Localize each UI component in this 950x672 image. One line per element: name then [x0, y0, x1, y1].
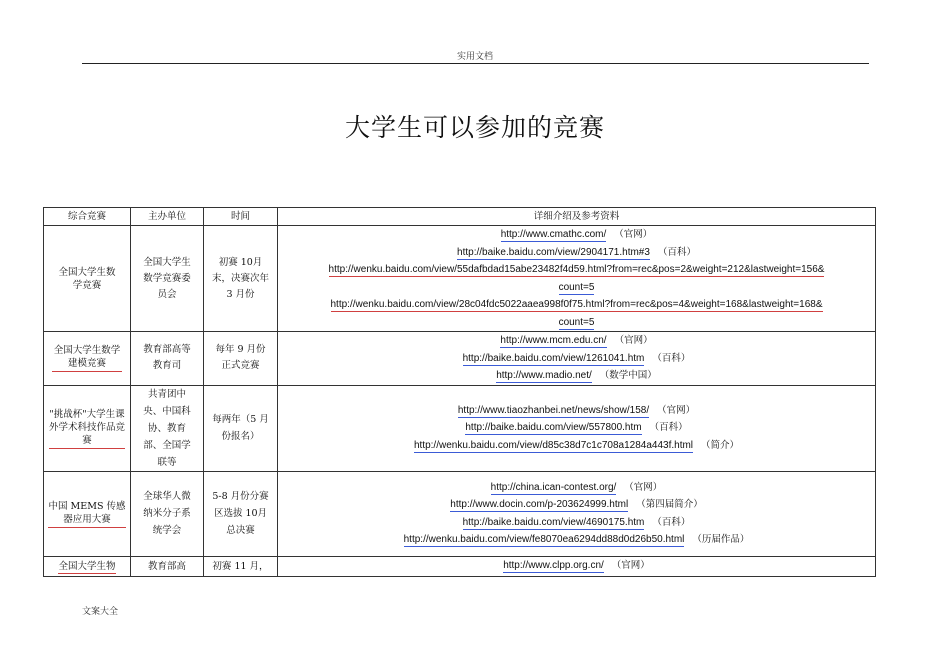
link-line	[280, 296, 873, 314]
header-divider	[82, 63, 869, 64]
reference-link[interactable]: http://baike.baidu.com/view/1261041.htm	[462, 352, 645, 364]
organizer: 全国大学生数学竞赛委员会	[131, 226, 204, 332]
competition-name: 中国 MEMS 传感器应用大赛	[44, 471, 131, 556]
link-line	[280, 226, 873, 244]
table-row	[44, 385, 876, 471]
reference-link[interactable]: count=5	[558, 281, 595, 293]
link-tag: （百科）	[652, 516, 691, 528]
link-tag: （官网）	[611, 560, 650, 572]
links-cell	[278, 226, 876, 332]
link-line	[280, 244, 873, 262]
link-tag: （百科）	[652, 352, 691, 364]
reference-link[interactable]: http://www.docin.com/p-203624999.html	[450, 499, 629, 510]
reference-link[interactable]: http://baike.baidu.com/view/557800.htm	[465, 422, 642, 434]
col-header-details: 详细介绍及参考资料	[278, 208, 876, 226]
organizer: 全球华人微纳米分子系统学会	[131, 471, 204, 556]
schedule: 初赛 10月末，决赛次年 3 月份	[204, 226, 278, 332]
reference-link[interactable]: http://wenku.baidu.com/view/55dafbdad15abe23482f4d59.html?from=rec&pos=2&weight=212&lastweight=156&	[328, 264, 825, 275]
reference-link[interactable]: http://www.mcm.edu.cn/	[500, 335, 607, 346]
competition-name: 全国大学生数学竞赛	[44, 226, 131, 332]
link-line	[280, 314, 873, 332]
link-line	[280, 496, 873, 514]
reference-link[interactable]: http://china.ican-contest.org/	[490, 481, 617, 493]
link-tag: （简介）	[701, 439, 740, 451]
page-title: 大学生可以参加的竞赛	[344, 113, 605, 142]
link-tag: （历届作品）	[692, 534, 750, 545]
link-line	[280, 402, 873, 420]
schedule: 每两年（5 月份报名）	[204, 385, 278, 471]
link-line	[280, 419, 873, 437]
table-header-row	[44, 208, 876, 226]
links-cell	[278, 332, 876, 386]
link-line	[280, 437, 873, 455]
link-tag: （官网）	[614, 335, 653, 346]
reference-link[interactable]: http://baike.baidu.com/view/4690175.htm	[462, 516, 645, 528]
organizer: 教育部高等教育司	[131, 332, 204, 386]
links-cell	[278, 385, 876, 471]
link-line	[280, 367, 873, 385]
reference-link[interactable]: count=5	[558, 316, 595, 328]
reference-link[interactable]: http://baike.baidu.com/view/2904171.htm#3	[457, 246, 650, 258]
competition-table	[43, 207, 876, 577]
link-line	[280, 279, 873, 297]
reference-link[interactable]: http://www.madio.net/	[496, 370, 592, 381]
link-line	[280, 531, 873, 549]
reference-link[interactable]: http://wenku.baidu.com/view/28c04fdc5022aaea998f0f75.html?from=rec&pos=4&weight=168&lastweight=168&	[330, 299, 823, 310]
reference-link[interactable]: http://wenku.baidu.com/view/d85c38d7c1c708a1284a443f.html	[413, 439, 694, 451]
col-header-name: 综合竞赛	[44, 208, 131, 226]
link-line	[280, 514, 873, 532]
link-tag: （数学中国）	[599, 370, 657, 381]
competition-name: 全国大学生物	[44, 556, 131, 576]
link-line	[280, 332, 873, 350]
link-tag: （官网）	[657, 404, 696, 416]
links-cell	[278, 556, 876, 576]
link-line	[280, 350, 873, 368]
schedule: 5-8 月份分赛区选拔 10月总决赛	[204, 471, 278, 556]
col-header-org: 主办单位	[131, 208, 204, 226]
link-tag: （官网）	[614, 229, 653, 240]
page-header: 实用文档	[456, 52, 493, 62]
reference-link[interactable]: http://www.cmathc.com/	[500, 229, 607, 240]
organizer: 教育部高	[131, 556, 204, 576]
link-line	[280, 557, 873, 575]
table-row	[44, 226, 876, 332]
schedule: 每年 9 月份正式竞赛	[204, 332, 278, 386]
col-header-time: 时间	[204, 208, 278, 226]
table-row	[44, 332, 876, 386]
link-line	[280, 479, 873, 497]
table-row	[44, 556, 876, 576]
competition-name: "挑战杯"大学生课外学术科技作品竞赛	[44, 385, 131, 471]
link-tag: （百科）	[649, 422, 688, 434]
links-cell	[278, 471, 876, 556]
link-tag: （百科）	[657, 246, 696, 258]
link-tag: （官网）	[624, 481, 663, 493]
link-line	[280, 261, 873, 279]
page-footer: 文案大全	[82, 607, 119, 617]
table-row	[44, 471, 876, 556]
competition-name: 全国大学生数学建模竞赛	[44, 332, 131, 386]
reference-link[interactable]: http://www.tiaozhanbei.net/news/show/158/	[457, 404, 650, 416]
reference-link[interactable]: http://wenku.baidu.com/view/fe8070ea6294dd88d0d26b50.html	[403, 534, 685, 545]
schedule: 初赛 11 月，	[204, 556, 278, 576]
link-tag: （第四届简介）	[636, 499, 703, 510]
organizer: 共青团中央、中国科协、教育部、全国学联等	[131, 385, 204, 471]
reference-link[interactable]: http://www.clpp.org.cn/	[503, 560, 604, 572]
